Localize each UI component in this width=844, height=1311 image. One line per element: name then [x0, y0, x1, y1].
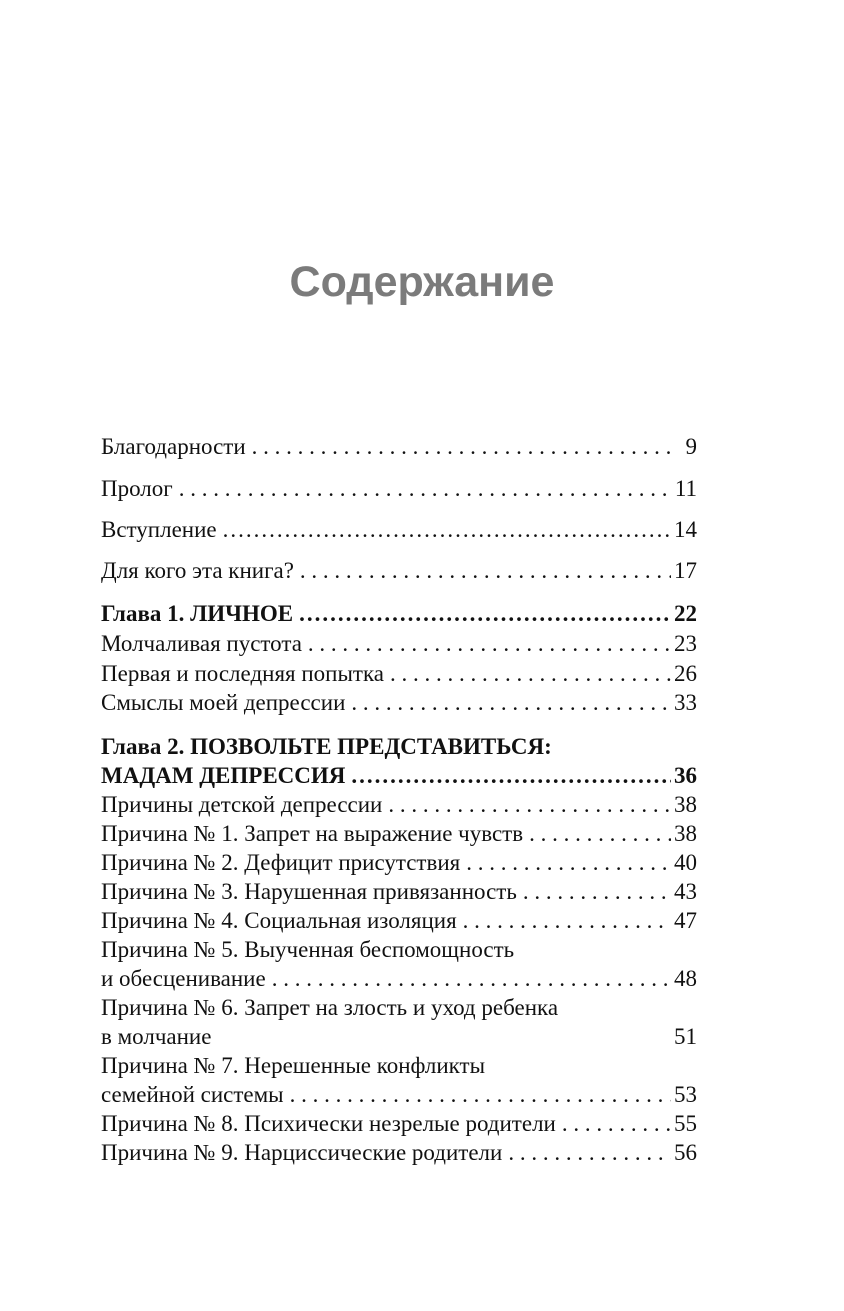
toc-leader-dots — [284, 1080, 671, 1110]
toc-entry-page: 14 — [674, 517, 697, 542]
toc-entry-cause-5[interactable] — [101, 964, 697, 994]
toc-entry-page: 11 — [674, 476, 697, 501]
toc-chapter-2-title-line[interactable]: Глава 2. ПОЗВОЛЬТЕ ПРЕДСТАВИТЬСЯ: — [101, 734, 552, 759]
toc-leader-dots — [345, 761, 671, 791]
toc-entry-cause-4[interactable] — [101, 906, 697, 936]
toc-entry-title: Глава 1. ЛИЧНОЕ — [101, 601, 294, 626]
toc-entry-title: Причины детской депрессии — [101, 792, 383, 817]
toc-entry-page: 56 — [674, 1140, 697, 1165]
toc-entry-cause-6[interactable] — [101, 1022, 697, 1052]
toc-entry-title: Пролог — [101, 476, 173, 501]
toc-entry-page: 38 — [674, 821, 697, 846]
toc-entry-title: Причина № 3. Нарушенная привязанность — [101, 879, 517, 904]
toc-entry-page: 55 — [674, 1111, 697, 1136]
toc-entry-page: 9 — [685, 434, 697, 459]
toc-entry-cause-1[interactable] — [101, 819, 697, 849]
toc-leader-dots — [523, 819, 671, 849]
toc-leader-dots — [517, 877, 671, 907]
toc-entry-acknowledgements[interactable] — [101, 432, 697, 462]
toc-entry-title: Причина № 9. Нарциссические родители — [101, 1140, 503, 1165]
toc-entry-cause-8[interactable] — [101, 1109, 697, 1139]
toc-entry-title: Первая и последняя попытка — [101, 661, 385, 686]
toc-entry-page: 51 — [674, 1024, 697, 1049]
toc-entry-first-last-attempt[interactable] — [101, 659, 697, 689]
toc-entry-page: 36 — [674, 763, 697, 788]
toc-entry-introduction[interactable] — [101, 515, 697, 545]
toc-entry-title: Для кого эта книга? — [101, 558, 294, 583]
toc-leader-dots — [266, 964, 671, 994]
toc-entry-child-depression-causes[interactable] — [101, 790, 697, 820]
toc-entry-title: Причина № 1. Запрет на выражение чувств — [101, 821, 524, 846]
toc-entry-cause-5-title-line[interactable]: Причина № 5. Выученная беспомощность — [101, 937, 515, 962]
toc-entry-meanings[interactable] — [101, 688, 697, 718]
toc-leader-dots — [457, 906, 671, 936]
toc-entry-title: Молчаливая пустота — [101, 631, 302, 656]
toc-entry-page: 17 — [674, 558, 697, 583]
page-title: Содержание — [289, 258, 555, 306]
toc-entry-page: 26 — [674, 661, 697, 686]
toc-entry-page: 47 — [674, 908, 697, 933]
toc-entry-title: Благодарности — [101, 434, 246, 459]
toc-entry-page: 48 — [674, 966, 697, 991]
toc-entry-cause-7-title-line[interactable]: Причина № 7. Нерешенные конфликты — [101, 1053, 486, 1078]
toc-entry-title: Причина № 4. Социальная изоляция — [101, 908, 457, 933]
toc-entry-title: в молчание — [101, 1024, 212, 1049]
toc-chapter-1[interactable] — [101, 599, 697, 629]
toc-entry-title: Причина № 8. Психически незрелые родители — [101, 1111, 556, 1136]
toc-entry-page: 40 — [674, 850, 697, 875]
toc-leader-dots — [384, 659, 671, 689]
toc-entry-cause-6-title-line[interactable]: Причина № 6. Запрет на злость и уход ребенка — [101, 995, 559, 1020]
toc-entry-title: и обесценивание — [101, 966, 266, 991]
toc-entry-cause-2[interactable] — [101, 848, 697, 878]
toc-leader-dots — [294, 556, 671, 586]
toc-entry-page: 38 — [674, 792, 697, 817]
toc-entry-prologue[interactable] — [101, 474, 697, 504]
toc-entry-title: Причина № 2. Дефицит присутствия — [101, 850, 461, 875]
toc-entry-page: 22 — [674, 601, 697, 626]
toc-leader-dots — [293, 599, 671, 629]
toc-entry-cause-3[interactable] — [101, 877, 697, 907]
toc-entry-page: 53 — [674, 1082, 697, 1107]
toc-leader-dots — [502, 1138, 671, 1168]
toc-entry-title: Смыслы моей депрессии — [101, 690, 346, 715]
toc-entry-title: МАДАМ ДЕПРЕССИЯ — [101, 763, 346, 788]
toc-entry-cause-7[interactable] — [101, 1080, 697, 1110]
toc-leader-dots — [345, 688, 671, 718]
toc-leader-dots — [382, 790, 671, 820]
toc-entry-silent-void[interactable] — [101, 629, 697, 659]
toc-leader-dots — [173, 474, 671, 504]
toc-leader-dots — [556, 1109, 671, 1139]
toc-entry-for-whom[interactable] — [101, 556, 697, 586]
toc-entry-page: 23 — [674, 631, 697, 656]
toc-entry-page: 43 — [674, 879, 697, 904]
toc-leader-dots — [460, 848, 671, 878]
toc-entry-title: семейной системы — [101, 1082, 284, 1107]
toc-leader-dots — [246, 432, 671, 462]
toc-leader-dots — [217, 515, 671, 545]
toc-chapter-2[interactable] — [101, 761, 697, 791]
toc-leader-dots — [302, 629, 671, 659]
toc-entry-title: Вступление — [101, 517, 217, 542]
toc-entry-cause-9[interactable] — [101, 1138, 697, 1168]
toc-entry-page: 33 — [674, 690, 697, 715]
